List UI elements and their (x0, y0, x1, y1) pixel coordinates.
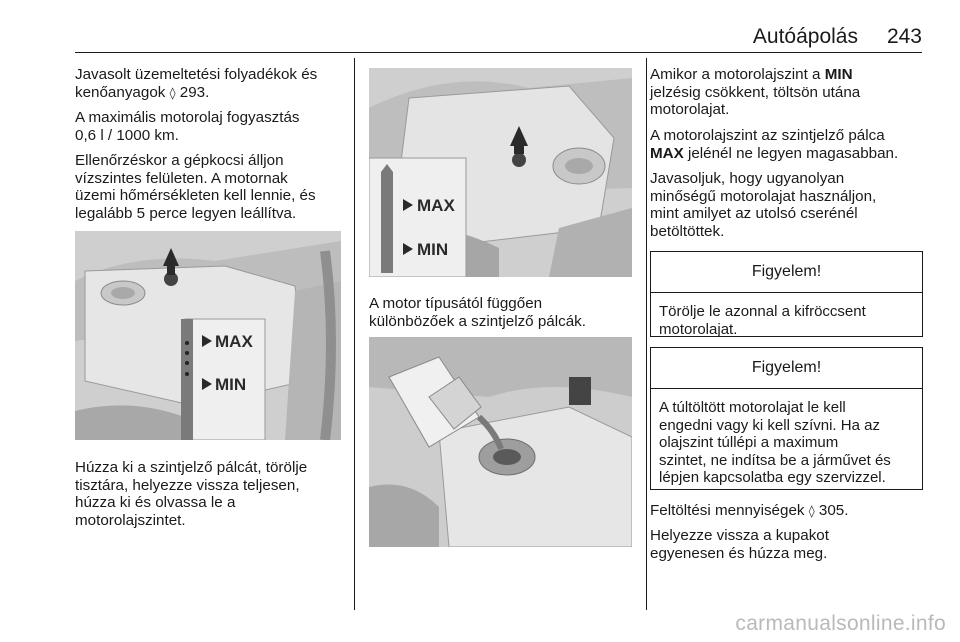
col3-para5: Helyezze vissza a kupakot egyenesen és húzza meg. (650, 527, 829, 562)
engine-dipstick-figure-1 (75, 231, 341, 440)
col3-para2: A motorolajszint az szintjelző pálca MAX jelénél ne legyen magasabban. (650, 127, 899, 162)
col3-para1: Amikor a motorolajszint a MIN jelzésig csökkent, töltsön utána motorolajat. (650, 66, 861, 118)
watermark: carmanualsonline.info (735, 612, 946, 635)
page-header (75, 25, 922, 51)
col1-para2: A maximális motorolaj fogyasztás 0,6 l / 1000 km. (75, 109, 300, 144)
page-number: 243 (886, 25, 922, 48)
warning-1-body: Törölje le azonnal a kifröccsent motorolajat. (659, 303, 866, 338)
engine-dipstick-figure-2 (369, 68, 632, 277)
page-ref-link[interactable]: 293. (179, 83, 210, 101)
column-divider-2 (646, 58, 647, 610)
oil-filling-figure (369, 337, 632, 547)
warning-box-2 (650, 347, 923, 490)
warning-2-body: A túltöltött motorolajat le kell engedni vagy ki kell szívni. Ha az olajszint túllépi a maximum szintet, ne indítsa be a járművet és lépjen kapcsolatba egy szervizzel. (659, 399, 891, 486)
col1-para1: Javasolt üzemeltetési folyadékok és kenőanyagok ◊ 293. (75, 66, 318, 101)
warning-1-title: Figyelem! (651, 252, 922, 293)
col3-para3: Javasoljuk, hogy ugyanolyan minőségű motorolajat használjon, mint amilyet az utolsó cserénél betöltöttek. (650, 170, 877, 240)
warning-2-title: Figyelem! (651, 348, 922, 389)
header-rule (75, 52, 922, 53)
figure-caption: A motor típusától függően különbözőek a szintjelző pálcák. (369, 295, 586, 330)
page-ref-icon: ◊ (169, 85, 176, 100)
page-ref-icon: ◊ (808, 504, 815, 518)
min-keyword: MIN (824, 66, 853, 83)
warning-box-1 (650, 251, 923, 337)
fig2-max-label: MAX (417, 196, 455, 215)
fig1-max-label: MAX (215, 332, 253, 351)
column-divider-1 (354, 58, 355, 610)
col1-para3: Ellenőrzéskor a gépkocsi álljon vízszintes felületen. A motornak üzemi hőmérsékleten kell lennie, és legalább 5 perce legyen leállítva. (75, 152, 316, 222)
col3-para4: Feltöltési mennyiségek ◊ 305. (650, 502, 849, 519)
max-keyword: MAX (650, 144, 684, 162)
page-ref-link[interactable]: 305. (818, 502, 849, 519)
fig1-min-label: MIN (215, 375, 247, 394)
section-title: Autóápolás (752, 25, 858, 48)
col1-para4: Húzza ki a szintjelző pálcát, törölje tisztára, helyezze vissza teljesen, húzza ki és olvassa le a motorolajszintet. (75, 459, 308, 529)
fig2-min-label: MIN (417, 240, 449, 259)
